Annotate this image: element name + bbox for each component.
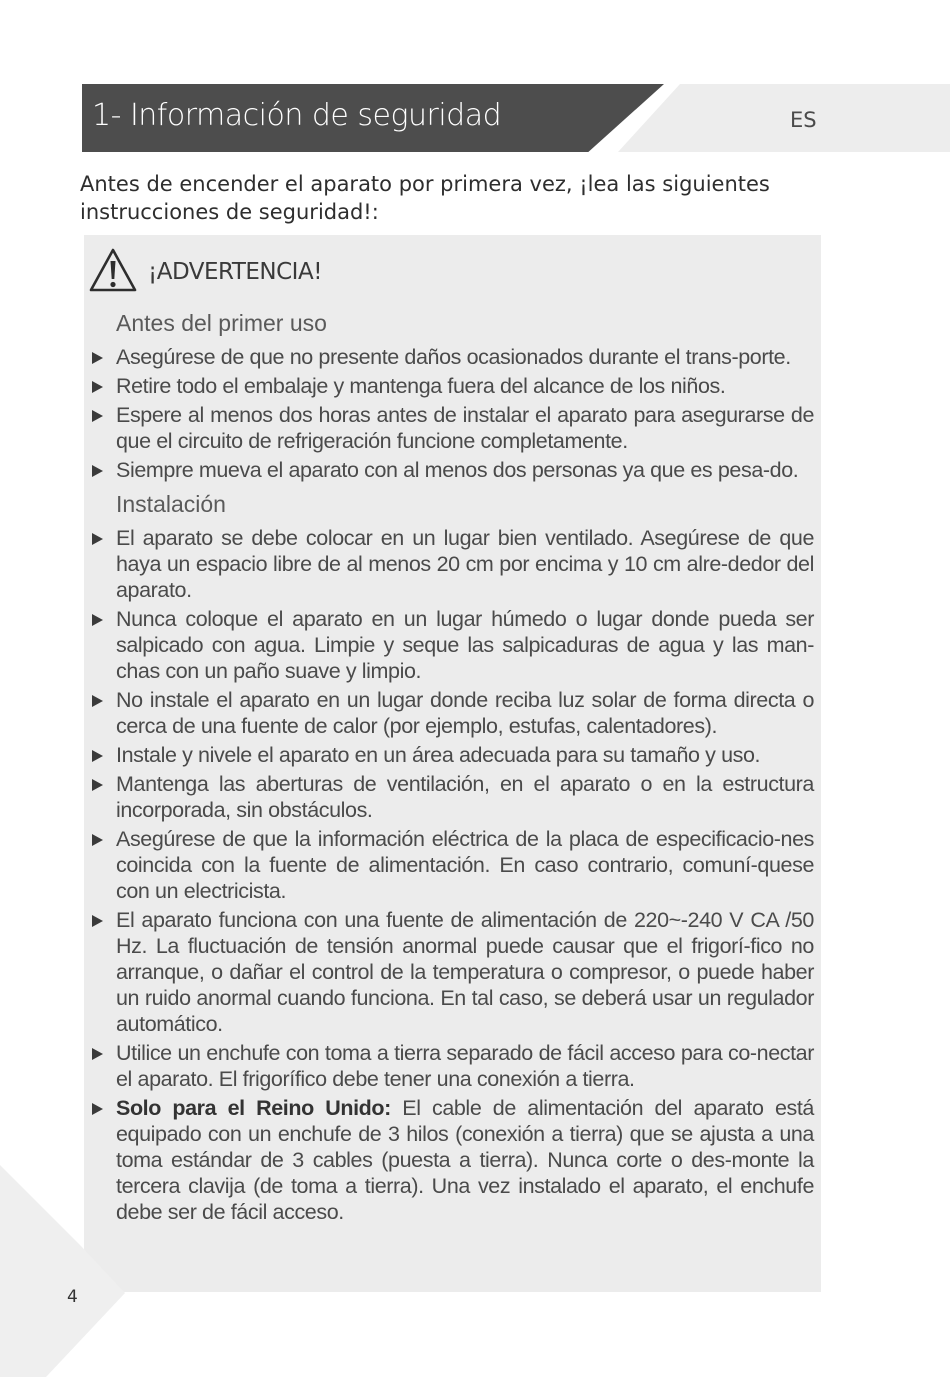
- list-item: Mantenga las aberturas de ventilación, en el aparato o en la estructura incorporada, sin obstáculos.: [92, 771, 814, 823]
- uk-only-label: Solo para el Reino Unido:: [116, 1096, 391, 1120]
- safety-content: [92, 306, 814, 1229]
- bullet-icon: [92, 834, 103, 846]
- bullet-icon: [92, 465, 103, 477]
- list-item: Siempre mueva el aparato con al menos dos personas ya que es pesa-do.: [92, 457, 814, 483]
- bullet-icon: [92, 695, 103, 707]
- section-installation: [92, 487, 814, 1225]
- bullet-icon: [92, 779, 103, 791]
- list-item: No instale el aparato en un lugar donde reciba luz solar de forma directa o cerca de una fuente de calor (por ejemplo, estufas, calentadores).: [92, 687, 814, 739]
- warning-triangle-icon: [88, 247, 138, 293]
- bullet-icon: [92, 915, 103, 927]
- list-item: Asegúrese de que la información eléctrica de la placa de especificacio-nes coincida con la fuente de alimentación. En caso contrario, comuní-quese con un electricista.: [92, 826, 814, 904]
- list-item: Nunca coloque el aparato en un lugar húmedo o lugar donde pueda ser salpicado con agua. Limpie y seque las salpicaduras de agua y las man-chas con un paño suave y limpio.: [92, 606, 814, 684]
- bullet-icon: [92, 1103, 103, 1115]
- bullet-icon: [92, 1048, 103, 1060]
- language-code: ES: [790, 108, 817, 132]
- list-item: Utilice un enchufe con toma a tierra separado de fácil acceso para co-nectar el aparato. El frigorífico debe tener una conexión a tierra.: [92, 1040, 814, 1092]
- header-right-tab: [618, 84, 950, 152]
- list-item: Espere al menos dos horas antes de instalar el aparato para asegurarse de que el circuito de refrigeración funcione completamente.: [92, 402, 814, 454]
- list-item: El aparato se debe colocar en un lugar bien ventilado. Asegúrese de que haya un espacio libre de al menos 20 cm por encima y 10 cm alre-dedor del aparato.: [92, 525, 814, 603]
- list-item: Asegúrese de que no presente daños ocasionados durante el trans-porte.: [92, 344, 814, 370]
- intro-text: Antes de encender el aparato por primera vez, ¡lea las siguientes instrucciones de seguridad!:: [80, 172, 770, 224]
- bullet-icon: [92, 533, 103, 545]
- list-item: El aparato funciona con una fuente de alimentación de 220~-240 V CA /50 Hz. La fluctuación de tensión anormal puede causar que el frigorí-fico no arranque, o dañar el control de la temperatura o compresor, o puede haber un ruido anormal cuando funciona. En tal caso, se deberá usar un regulador automático.: [92, 907, 814, 1037]
- section-list: [92, 344, 814, 483]
- bullet-icon: [92, 614, 103, 626]
- section-heading: Instalación: [116, 491, 226, 517]
- bullet-icon: [92, 410, 103, 422]
- warning-title: ¡ADVERTENCIA!: [148, 259, 322, 285]
- list-item: Instale y nivele el aparato en un área adecuada para su tamaño y uso.: [92, 742, 814, 768]
- list-item: Retire todo el embalaje y mantenga fuera del alcance de los niños.: [92, 373, 814, 399]
- bullet-icon: [92, 750, 103, 762]
- bullet-icon: [92, 352, 103, 364]
- section-heading: Antes del primer uso: [116, 310, 327, 336]
- page-number: 4: [67, 1287, 78, 1307]
- bullet-icon: [92, 381, 103, 393]
- section-list: [92, 525, 814, 1225]
- section-before-first-use: [92, 306, 814, 483]
- page-title: 1- Información de seguridad: [92, 98, 502, 133]
- list-item: Solo para el Reino Unido: El cable de alimentación del aparato está equipado con un enchufe de 3 hilos (conexión a tierra) que se ajusta a una toma estándar de 3 cables (puesta a tierra). Nunca corte o des-monte la tercera clavija (de toma a tierra). Una vez instalado el aparato, el enchufe debe ser de fácil acceso.: [92, 1095, 814, 1225]
